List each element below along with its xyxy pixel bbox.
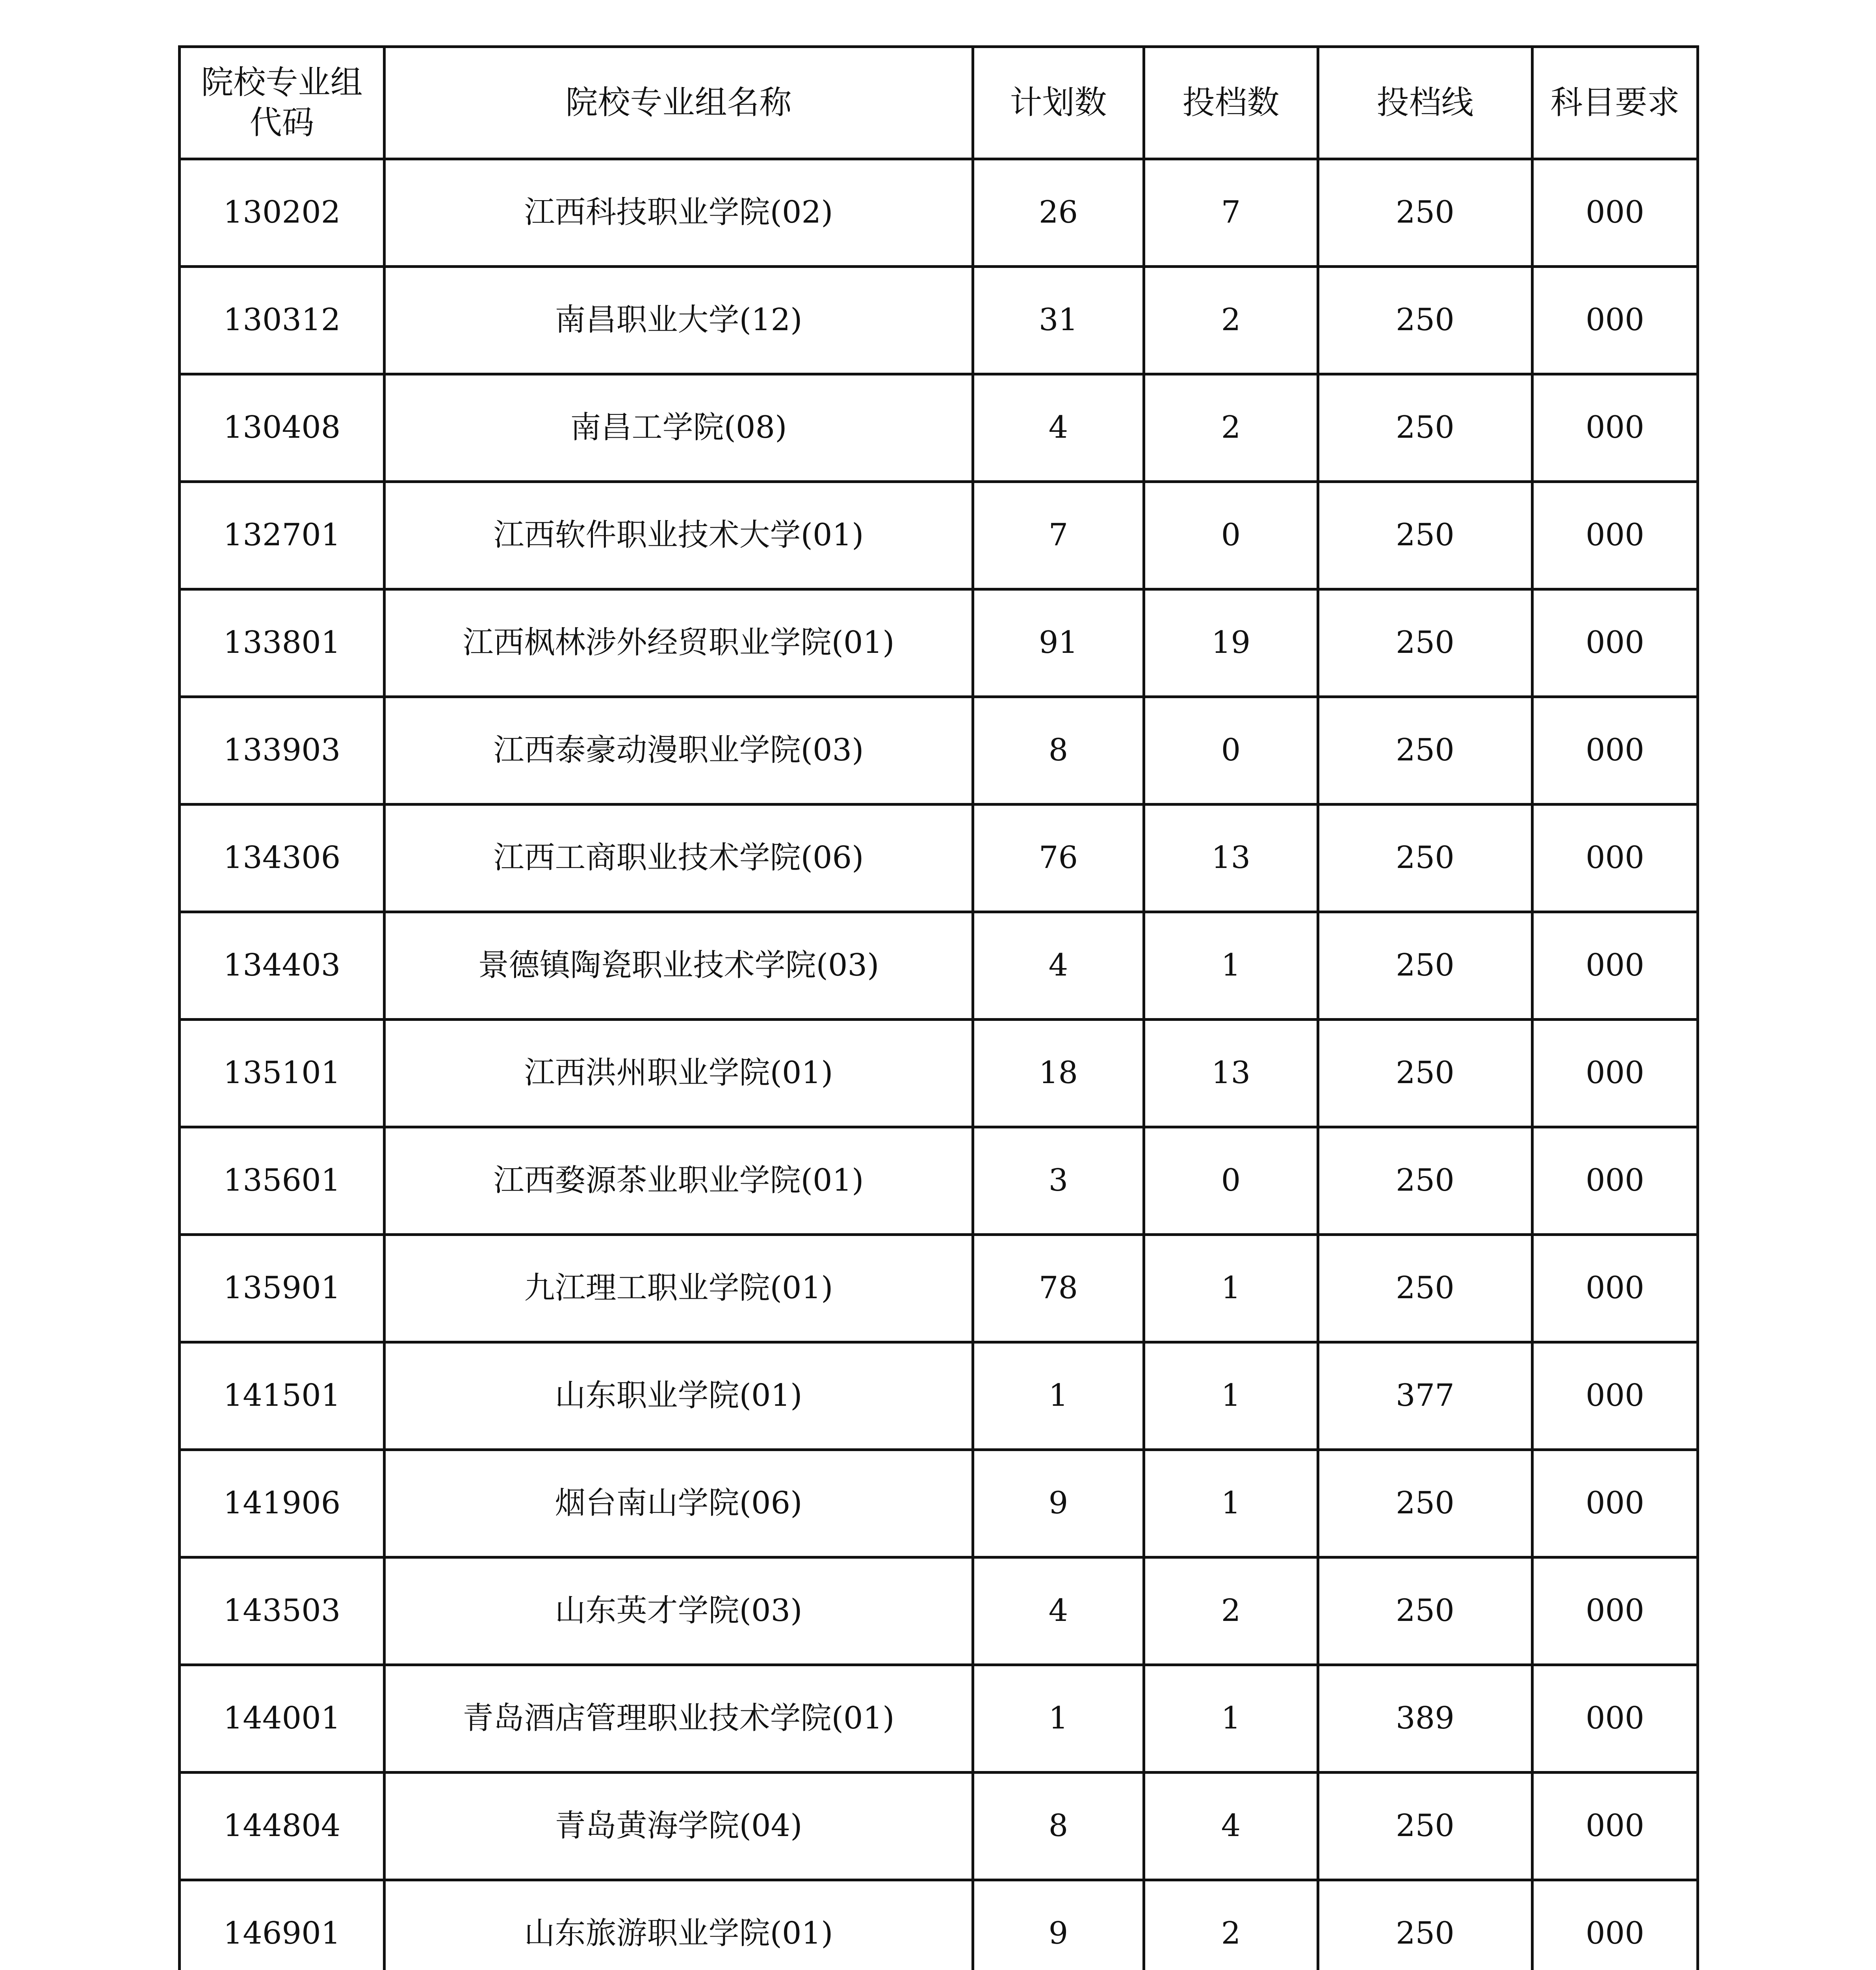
cell-filed-count: 2 [1144,374,1318,482]
table-body [180,159,1698,1970]
cell-plan-count: 91 [973,589,1144,697]
cell-plan-count: 78 [973,1235,1144,1342]
cell-filed-count: 1 [1144,1450,1318,1557]
cell-plan-count: 4 [973,912,1144,1020]
cell-group-code: 141906 [180,1450,384,1557]
cell-group-code: 135101 [180,1020,384,1127]
cell-cutoff-score: 250 [1318,589,1532,697]
cell-group-name: 青岛黄海学院(04) [384,1773,973,1880]
cell-plan-count: 7 [973,482,1144,589]
table-row [180,267,1698,374]
cell-filed-count: 1 [1144,1235,1318,1342]
table-row [180,1557,1698,1665]
cell-group-code: 133801 [180,589,384,697]
table-row [180,1665,1698,1773]
cell-subject-requirement: 000 [1532,1450,1698,1557]
header-group-code-line1: 院校专业组 [201,63,363,101]
table-row [180,1235,1698,1342]
cell-subject-requirement: 000 [1532,267,1698,374]
cell-cutoff-score: 250 [1318,482,1532,589]
table-row [180,1127,1698,1235]
cell-cutoff-score: 250 [1318,805,1532,912]
cell-group-code: 135601 [180,1127,384,1235]
cell-filed-count: 13 [1144,805,1318,912]
header-group-name: 院校专业组名称 [384,47,973,159]
cell-group-name: 江西科技职业学院(02) [384,159,973,267]
cell-group-code: 134306 [180,805,384,912]
table-row [180,912,1698,1020]
cell-plan-count: 4 [973,374,1144,482]
cell-cutoff-score: 250 [1318,1020,1532,1127]
cell-plan-count: 1 [973,1342,1144,1450]
cell-filed-count: 0 [1144,482,1318,589]
cell-group-name: 南昌工学院(08) [384,374,973,482]
cell-cutoff-score: 250 [1318,159,1532,267]
admission-table [178,45,1699,1970]
cell-subject-requirement: 000 [1532,1557,1698,1665]
cell-cutoff-score: 250 [1318,1880,1532,1970]
cell-subject-requirement: 000 [1532,1880,1698,1970]
cell-plan-count: 8 [973,697,1144,805]
cell-cutoff-score: 250 [1318,912,1532,1020]
cell-filed-count: 13 [1144,1020,1318,1127]
cell-group-name: 江西洪州职业学院(01) [384,1020,973,1127]
cell-group-name: 江西枫林涉外经贸职业学院(01) [384,589,973,697]
cell-filed-count: 2 [1144,1880,1318,1970]
cell-subject-requirement: 000 [1532,1342,1698,1450]
cell-group-code: 132701 [180,482,384,589]
cell-group-name: 江西软件职业技术大学(01) [384,482,973,589]
cell-plan-count: 9 [973,1450,1144,1557]
cell-group-code: 146901 [180,1880,384,1970]
cell-subject-requirement: 000 [1532,805,1698,912]
cell-group-name: 山东旅游职业学院(01) [384,1880,973,1970]
header-group-code [180,47,384,159]
cell-filed-count: 1 [1144,912,1318,1020]
cell-group-code: 135901 [180,1235,384,1342]
cell-cutoff-score: 250 [1318,1450,1532,1557]
cell-group-code: 144001 [180,1665,384,1773]
cell-cutoff-score: 250 [1318,1557,1532,1665]
header-group-code-line2: 代码 [249,104,314,141]
cell-plan-count: 1 [973,1665,1144,1773]
cell-group-name: 南昌职业大学(12) [384,267,973,374]
cell-plan-count: 3 [973,1127,1144,1235]
cell-group-name: 江西工商职业技术学院(06) [384,805,973,912]
table-row [180,1880,1698,1970]
cell-plan-count: 26 [973,159,1144,267]
cell-group-code: 130408 [180,374,384,482]
table-row [180,1773,1698,1880]
cell-subject-requirement: 000 [1532,482,1698,589]
cell-subject-requirement: 000 [1532,1665,1698,1773]
table-row [180,805,1698,912]
table-row [180,1450,1698,1557]
cell-group-code: 130312 [180,267,384,374]
cell-group-code: 143503 [180,1557,384,1665]
cell-subject-requirement: 000 [1532,159,1698,267]
table-row [180,1020,1698,1127]
table-row [180,1342,1698,1450]
header-row [180,47,1698,159]
header-cutoff-score: 投档线 [1318,47,1532,159]
cell-plan-count: 9 [973,1880,1144,1970]
cell-group-code: 134403 [180,912,384,1020]
cell-plan-count: 4 [973,1557,1144,1665]
cell-group-code: 133903 [180,697,384,805]
cell-group-name: 江西泰豪动漫职业学院(03) [384,697,973,805]
cell-plan-count: 8 [973,1773,1144,1880]
cell-subject-requirement: 000 [1532,374,1698,482]
cell-plan-count: 76 [973,805,1144,912]
cell-group-code: 141501 [180,1342,384,1450]
cell-filed-count: 1 [1144,1665,1318,1773]
cell-subject-requirement: 000 [1532,1773,1698,1880]
cell-group-name: 山东职业学院(01) [384,1342,973,1450]
table-row [180,159,1698,267]
cell-group-name: 山东英才学院(03) [384,1557,973,1665]
cell-cutoff-score: 250 [1318,1773,1532,1880]
cell-group-code: 130202 [180,159,384,267]
cell-filed-count: 0 [1144,1127,1318,1235]
header-plan-count: 计划数 [973,47,1144,159]
cell-plan-count: 31 [973,267,1144,374]
cell-cutoff-score: 250 [1318,267,1532,374]
header-subject-requirement: 科目要求 [1532,47,1698,159]
cell-filed-count: 4 [1144,1773,1318,1880]
cell-cutoff-score: 250 [1318,1235,1532,1342]
cell-group-name: 烟台南山学院(06) [384,1450,973,1557]
cell-subject-requirement: 000 [1532,697,1698,805]
cell-filed-count: 19 [1144,589,1318,697]
cell-subject-requirement: 000 [1532,1127,1698,1235]
cell-filed-count: 2 [1144,1557,1318,1665]
cell-filed-count: 2 [1144,267,1318,374]
cell-group-name: 景德镇陶瓷职业技术学院(03) [384,912,973,1020]
cell-cutoff-score: 377 [1318,1342,1532,1450]
table-row [180,697,1698,805]
cell-group-name: 九江理工职业学院(01) [384,1235,973,1342]
cell-cutoff-score: 250 [1318,1127,1532,1235]
cell-cutoff-score: 250 [1318,697,1532,805]
header-filed-count: 投档数 [1144,47,1318,159]
table-row [180,374,1698,482]
cell-subject-requirement: 000 [1532,589,1698,697]
cell-group-name: 江西婺源茶业职业学院(01) [384,1127,973,1235]
table-row [180,589,1698,697]
table-row [180,482,1698,589]
cell-group-name: 青岛酒店管理职业技术学院(01) [384,1665,973,1773]
cell-plan-count: 18 [973,1020,1144,1127]
table-header [180,47,1698,159]
cell-filed-count: 1 [1144,1342,1318,1450]
cell-cutoff-score: 250 [1318,374,1532,482]
cell-filed-count: 7 [1144,159,1318,267]
cell-cutoff-score: 389 [1318,1665,1532,1773]
cell-subject-requirement: 000 [1532,1235,1698,1342]
cell-subject-requirement: 000 [1532,912,1698,1020]
cell-subject-requirement: 000 [1532,1020,1698,1127]
cell-filed-count: 0 [1144,697,1318,805]
cell-group-code: 144804 [180,1773,384,1880]
